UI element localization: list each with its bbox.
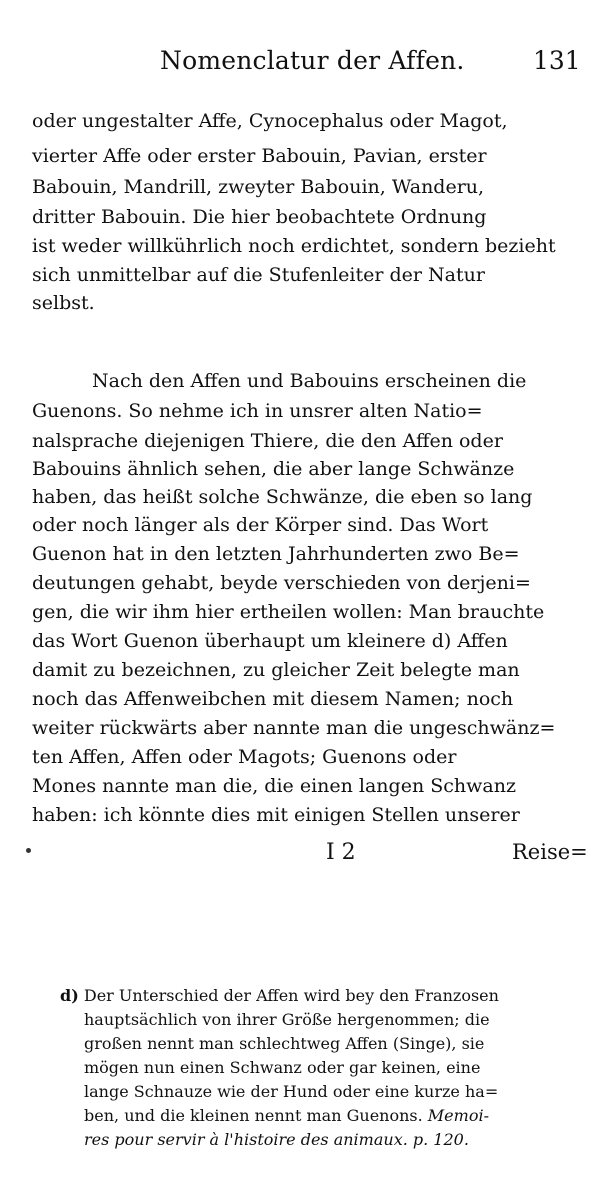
text-line: haben, das heißt solche Schwänze, die eben so lang: [32, 486, 533, 508]
text-line: Guenons. So nehme ich in unsrer alten Natio=: [32, 400, 483, 422]
footnote-mark: d): [60, 986, 79, 1005]
text-line: ten Affen, Affen oder Magots; Guenons oder: [32, 746, 457, 768]
text-line: Babouins ähnlich sehen, die aber lange Schwänze: [32, 458, 515, 480]
footnote-line: großen nennt man schlechtweg Affen (Singe), sie: [84, 1034, 485, 1053]
text-line: oder noch länger als der Körper sind. Das Wort: [32, 514, 489, 536]
footnote-line: hauptsächlich von ihrer Größe hergenommen; die: [84, 1010, 490, 1029]
signature-mark: I 2: [326, 840, 356, 865]
text-line: damit zu bezeichnen, zu gleicher Zeit belegte man: [32, 659, 520, 681]
text-line: vierter Affe oder erster Babouin, Pavian, erster: [32, 145, 487, 167]
running-head: [0, 40, 612, 84]
footnote-line: mögen nun einen Schwanz oder gar keinen, eine: [84, 1058, 481, 1077]
text-line: noch das Affenweibchen mit diesem Namen; noch: [32, 688, 514, 710]
footnote-line: lange Schnauze wie der Hund oder eine kurze ha=: [84, 1082, 499, 1101]
text-line: gen, die wir ihm hier ertheilen wollen: Man brauchte: [32, 601, 545, 623]
text-line: Babouin, Mandrill, zweyter Babouin, Wanderu,: [32, 176, 485, 198]
text-line: oder ungestalter Affe, Cynocephalus oder Magot,: [32, 110, 508, 132]
page-number: 131: [533, 46, 581, 75]
text-line: nalsprache diejenigen Thiere, die den Affen oder: [32, 430, 503, 452]
footnote-line: [84, 1128, 469, 1152]
text-line: selbst.: [32, 292, 95, 314]
footnote-reference: Memoi-: [427, 1106, 489, 1125]
footnote-line: [84, 1104, 489, 1128]
running-title: Nomenclatur der Affen.: [160, 46, 465, 75]
text-line: ist weder willkührlich noch erdichtet, sondern bezieht: [32, 235, 556, 257]
text-line: dritter Babouin. Die hier beobachtete Ordnung: [32, 206, 487, 228]
text-line: Nach den Affen und Babouins erscheinen die: [92, 370, 527, 392]
text-line: deutungen gehabt, beyde verschieden von derjeni=: [32, 572, 531, 594]
footnote-text: ben, und die kleinen nennt man Guenons.: [84, 1106, 423, 1125]
text-line: Mones nannte man die, die einen langen Schwanz: [32, 775, 516, 797]
text-line: Guenon hat in den letzten Jahrhunderten zwo Be=: [32, 543, 520, 565]
text-line: sich unmittelbar auf die Stufenleiter der Natur: [32, 264, 485, 286]
footnote-reference: res pour servir à l'histoire des animaux. p. 120.: [84, 1130, 469, 1149]
text-line: weiter rückwärts aber nannte man die ungeschwänz=: [32, 717, 556, 739]
footnote-text: Der Unterschied der Affen wird bey den Franzosen: [83, 986, 499, 1005]
footnote-line: [60, 984, 499, 1008]
text-line: das Wort Guenon überhaupt um kleinere d) Affen: [32, 630, 508, 652]
catchword: Reise=: [512, 840, 588, 864]
margin-dot: [26, 848, 31, 853]
text-line: haben: ich könnte dies mit einigen Stellen unserer: [32, 804, 520, 826]
